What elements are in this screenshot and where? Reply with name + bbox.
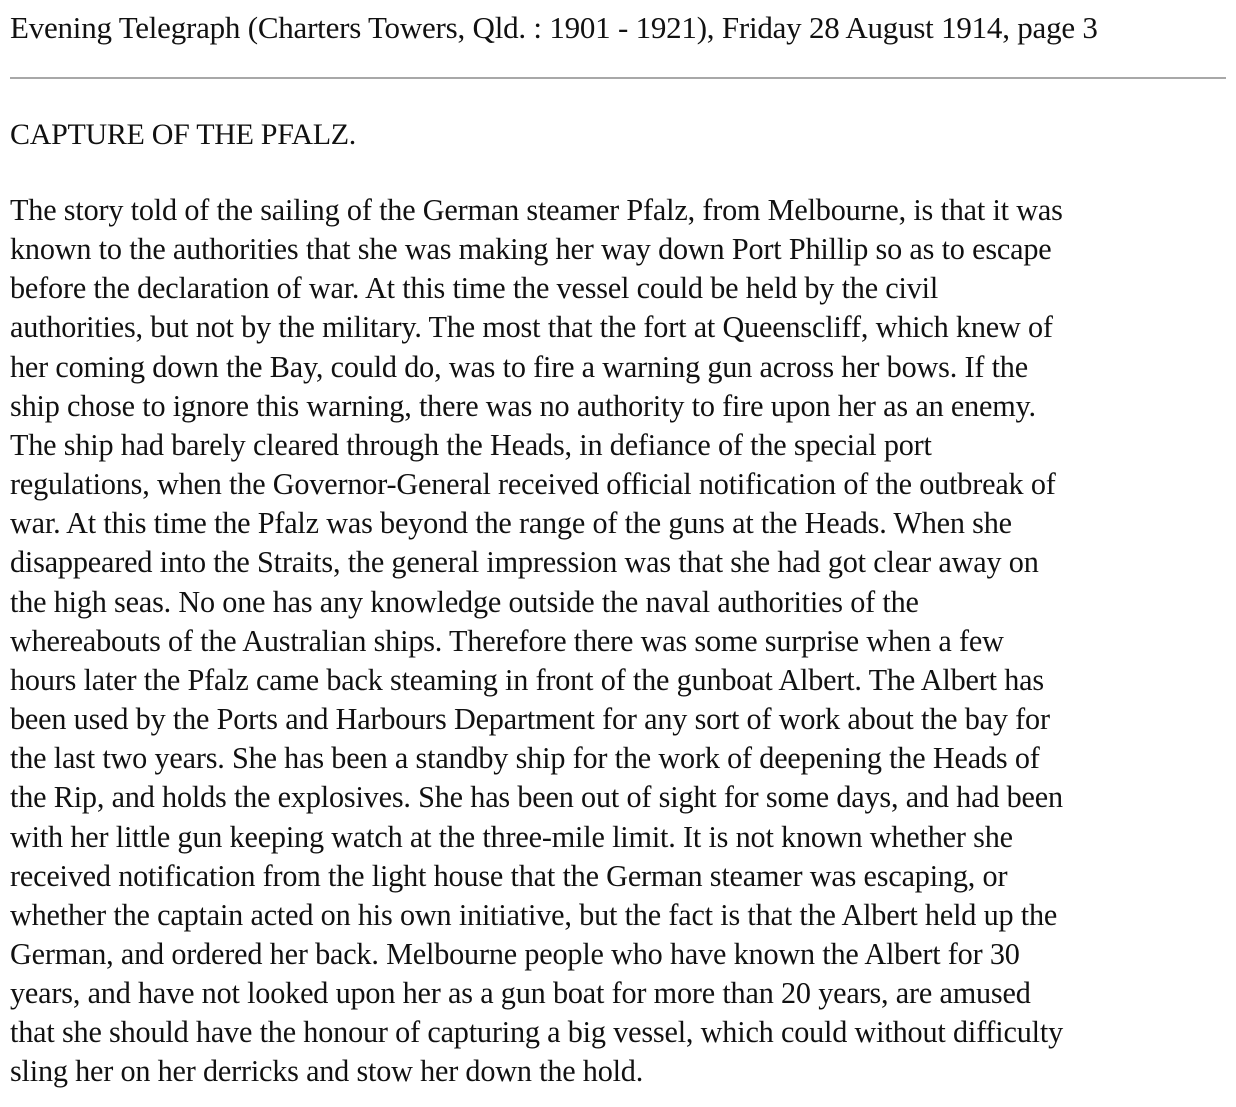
- article-line: German, and ordered her back. Melbourne people who have known the Albert for 30: [10, 936, 1020, 971]
- article-line: whereabouts of the Australian ships. Therefore there was some surprise when a few: [10, 623, 1004, 658]
- article-line: regulations, when the Governor-General received official notification of the outbreak of: [10, 467, 1056, 502]
- source-citation: Evening Telegraph (Charters Towers, Qld. : 1901 - 1921), Friday 28 August 1914, page 3: [10, 10, 1098, 45]
- article-line: received notification from the light house that the German steamer was escaping, or: [10, 858, 1008, 893]
- article-line: The ship had barely cleared through the Heads, in defiance of the special port: [10, 427, 932, 462]
- article-line: before the declaration of war. At this time the vessel could be held by the civil: [10, 271, 939, 306]
- article-line: The story told of the sailing of the German steamer Pfalz, from Melbourne, is that it was: [10, 193, 1063, 227]
- article-line: the last two years. She has been a standby ship for the work of deepening the Heads of: [10, 741, 1040, 776]
- article-line: authorities, but not by the military. The most that the fort at Queenscliff, which knew of: [10, 310, 1053, 345]
- article-line: her coming down the Bay, could do, was to fire a warning gun across her bows. If the: [10, 349, 1028, 384]
- divider-line: [10, 77, 1226, 79]
- article-line: that she should have the honour of capturing a big vessel, which could without difficulty: [10, 1015, 1064, 1050]
- article-body: [10, 191, 1226, 1092]
- article-line: with her little gun keeping watch at the three-mile limit. It is not known whether she: [10, 819, 1013, 854]
- article-line: ship chose to ignore this warning, there was no authority to fire upon her as an enemy.: [10, 388, 1036, 423]
- article-line: the Rip, and holds the explosives. She has been out of sight for some days, and had been: [10, 780, 1063, 815]
- article-line: war. At this time the Pfalz was beyond the range of the guns at the Heads. When she: [10, 506, 1012, 541]
- article-line: known to the authorities that she was making her way down Port Phillip so as to escape: [10, 232, 1052, 267]
- article-line: the high seas. No one has any knowledge outside the naval authorities of the: [10, 584, 919, 619]
- article-line: disappeared into the Straits, the general impression was that she had got clear away on: [10, 545, 1039, 580]
- article-title: CAPTURE OF THE PFALZ.: [10, 118, 356, 151]
- article-line: been used by the Ports and Harbours Department for any sort of work about the bay for: [10, 702, 1050, 737]
- article-line: years, and have not looked upon her as a gun boat for more than 20 years, are amused: [10, 976, 1031, 1011]
- article-line: sling her on her derricks and stow her down the hold.: [10, 1054, 644, 1089]
- article-line: whether the captain acted on his own initiative, but the fact is that the Albert held up the: [10, 897, 1058, 932]
- article-line: hours later the Pfalz came back steaming in front of the gunboat Albert. The Albert has: [10, 662, 1044, 697]
